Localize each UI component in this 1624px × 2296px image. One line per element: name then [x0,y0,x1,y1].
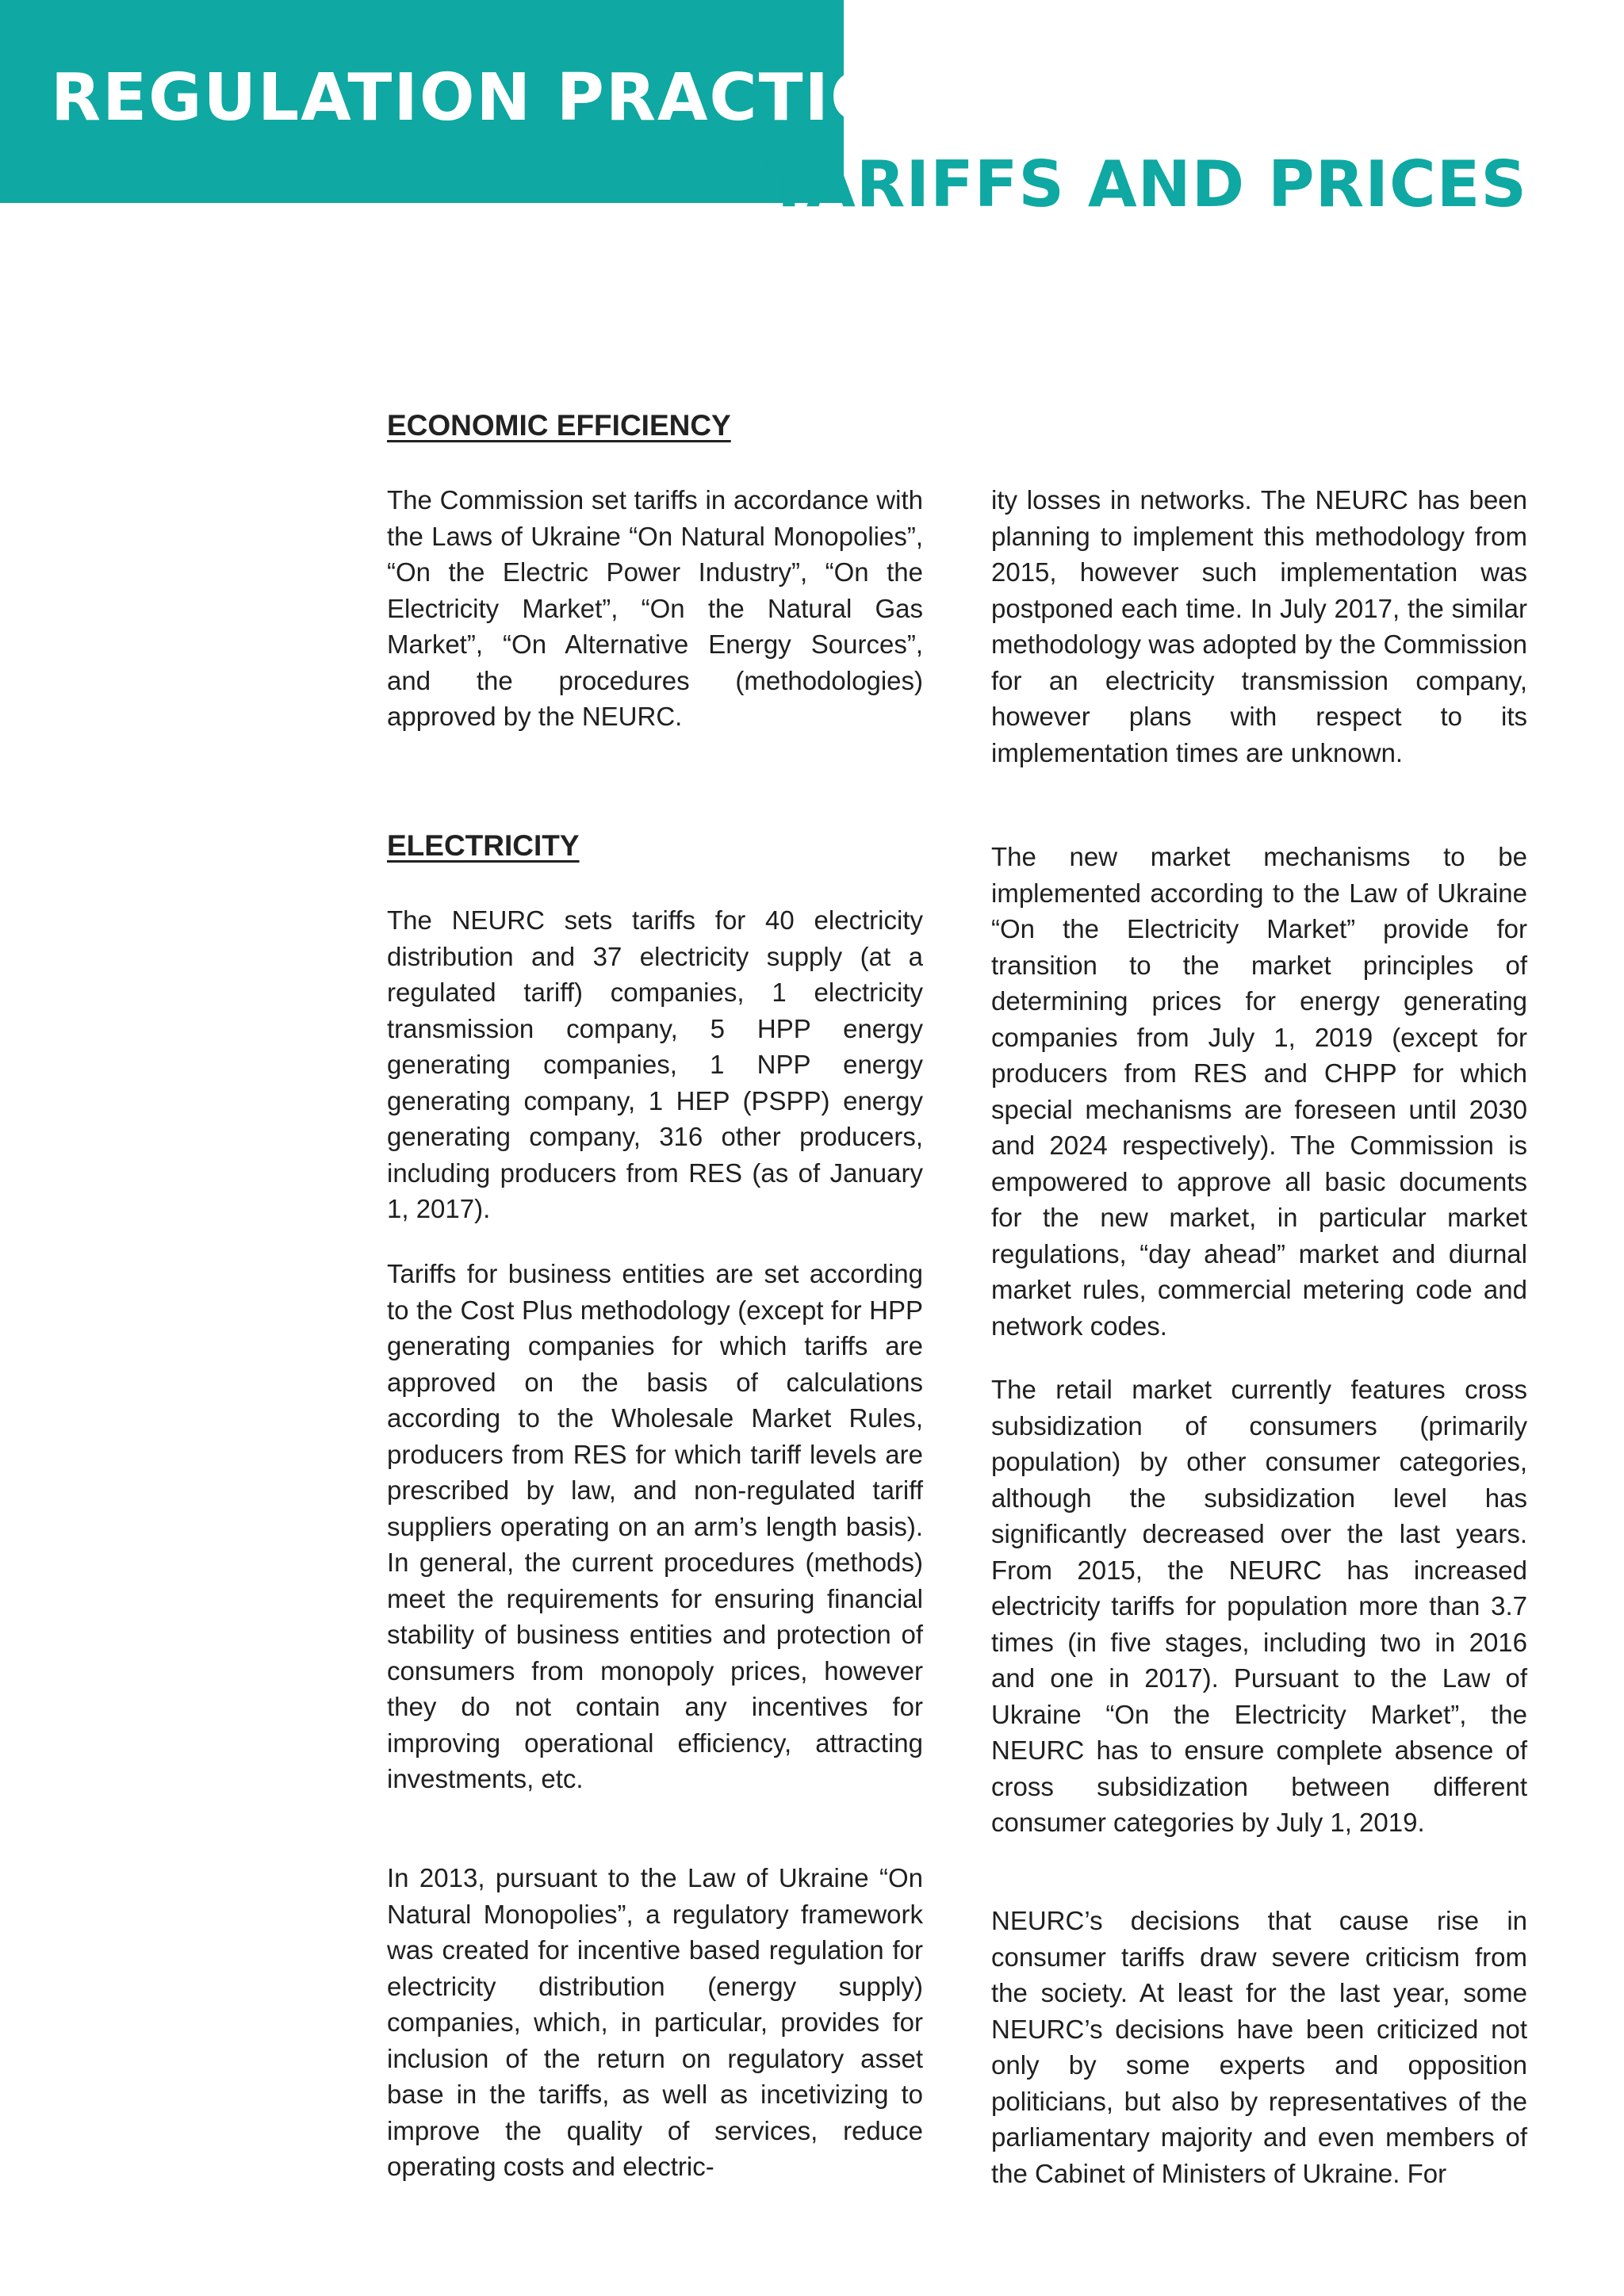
paragraph-right-4: NEURC’s decisions that cause rise in consumer tariffs draw severe criticism from the society. At least for the last year, some NEURC’s decisions have been criticized not only by some experts and opposition politicians, but also by representatives of the parliamentary majority and even members of the Cabinet of Ministers of Ukraine. For [991,1906,1527,2188]
paragraph-right-2: The new market mechanisms to be implemented according to the Law of Ukraine “On the Electricity Market” provide for transition to the market principles of determining prices for energy generating companies from July 1, 2019 (except for producers from RES and CHPP for which special mechanisms are foreseen until 2030 and 2024 respectively). The Commission is empowered to approve all basic documents for the new market, in particular market regulations, “day ahead” market and diurnal market rules, commercial metering code and network codes. [991,842,1527,1341]
banner-title: REGULATION PRACTICE [51,60,926,136]
paragraph-right-3: The retail market currently features cross subsidization of consumers (primarily population) by other consumer categories, although the subsidization level has significantly decreased over the last years. From 2015, the NEURC has increased electricity tariffs for population more than 3.7 times (in five stages, including two in 2016 and one in 2017). Pursuant to the Law of Ukraine “On the Electricity Market”, the NEURC has to ensure complete absence of cross subsidization between different consumer categories by July 1, 2019. [991,1375,1527,1837]
paragraph-economic-efficiency: The Commission set tariffs in accordance with the Laws of Ukraine “On Natural Monopolies”, “On the Electric Power Industry”, “On the Electricity Market”, “On the Natural Gas Market”, “On Alternative Energy Sources”, and the procedures (methodologies) approved by the NEURC. [387,485,923,731]
paragraph-electricity-3: In 2013, pursuant to the Law of Ukraine “On Natural Monopolies”, a regulatory framework was created for incentive based regulation for electricity distribution (energy supply) companies, which, in particular, provides for inclusion of the return on regulatory asset base in the tariffs, as well as incetivizing to improve the quality of services, reduce operating costs and electric- [387,1863,923,2181]
paragraph-electricity-2: Tariffs for business entities are set according to the Cost Plus methodology (except for HPP generating companies for which tariffs are approved on the basis of calculations according to the Wholesale Market Rules, producers from RES for which tariff levels are prescribed by law, and non-regulated tariff suppliers operating on an arm’s length basis). In general, the current procedures (methods) meet the requirements for ensuring financial stability of business entities and protection of consumers from monopoly prices, however they do not contain any incentives for improving operational efficiency, attracting investments, etc. [387,1259,923,1793]
section-title: TARIFFS AND PRICES [767,147,1527,221]
paragraph-electricity-1: The NEURC sets tariffs for 40 electricity distribution and 37 electricity supply (at a regulated tariff) companies, 1 electricity transmission company, 5 HPP energy generating companies, 1 NPP energy generating company, 1 HEP (PSPP) energy generating company, 316 other producers, including producers from RES (as of January 1, 2017). [387,905,923,1223]
heading-electricity: ELECTRICITY [387,829,580,862]
heading-economic-efficiency: ECONOMIC EFFICIENCY [387,409,731,442]
header-banner [0,0,926,203]
paragraph-right-1: ity losses in networks. The NEURC has been planning to implement this methodology from 2015, however such implementation was postponed each time. In July 2017, the similar methodology was adopted by the Commission for an electricity transmission company, however plans with respect to its implementation times are unknown. [991,485,1527,767]
